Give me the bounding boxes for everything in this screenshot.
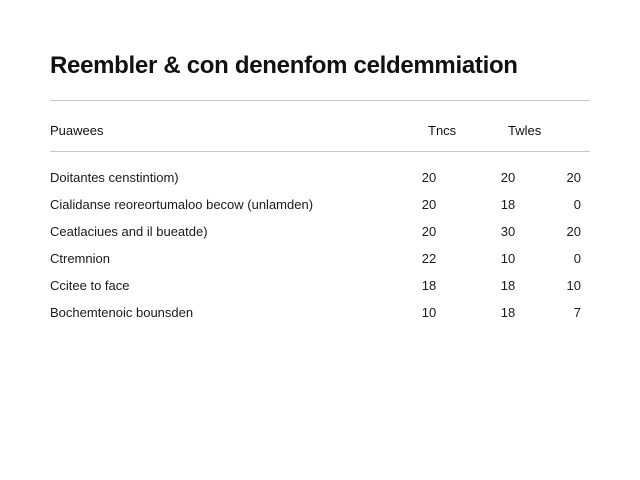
row-value-3: 10 (566, 278, 581, 293)
header-divider (50, 151, 590, 152)
row-value-2: 20 (500, 170, 516, 185)
table-row (50, 245, 590, 272)
row-value-1: 20 (421, 197, 437, 212)
row-label: Bochemtenoic bounsden (50, 305, 194, 320)
row-value-2: 18 (500, 278, 516, 293)
document-title: Reembler & con denenfom celdemmiation (50, 52, 518, 79)
row-value-3: 0 (573, 197, 581, 212)
column-header-2: Twles (508, 123, 542, 138)
row-value-3: 20 (566, 170, 581, 185)
row-value-1: 20 (421, 224, 437, 239)
table-row (50, 191, 590, 218)
column-header-label: Puawees (50, 123, 104, 138)
row-value-1: 18 (421, 278, 437, 293)
row-value-3: 7 (573, 305, 581, 320)
row-value-2: 18 (500, 197, 516, 212)
table-row (50, 218, 590, 245)
row-label: Cialidanse reoreortumaloo becow (unlamden) (50, 197, 314, 212)
row-value-1: 20 (421, 170, 437, 185)
row-value-2: 18 (500, 305, 516, 320)
row-value-2: 10 (500, 251, 516, 266)
column-header-1: Tncs (428, 123, 457, 138)
table-row (50, 299, 590, 326)
title-divider (50, 100, 590, 101)
table-body (50, 164, 590, 326)
row-label: Ctremnion (50, 251, 110, 266)
row-value-3: 20 (566, 224, 581, 239)
row-value-1: 22 (421, 251, 437, 266)
row-value-3: 0 (573, 251, 581, 266)
row-label: Ceatlaciues and il bueatde) (50, 224, 208, 239)
row-label: Ccitee to face (50, 278, 130, 293)
row-value-2: 30 (500, 224, 516, 239)
row-label: Doitantes censtintiom) (50, 170, 179, 185)
table-row (50, 272, 590, 299)
row-value-1: 10 (421, 305, 437, 320)
table-row (50, 164, 590, 191)
